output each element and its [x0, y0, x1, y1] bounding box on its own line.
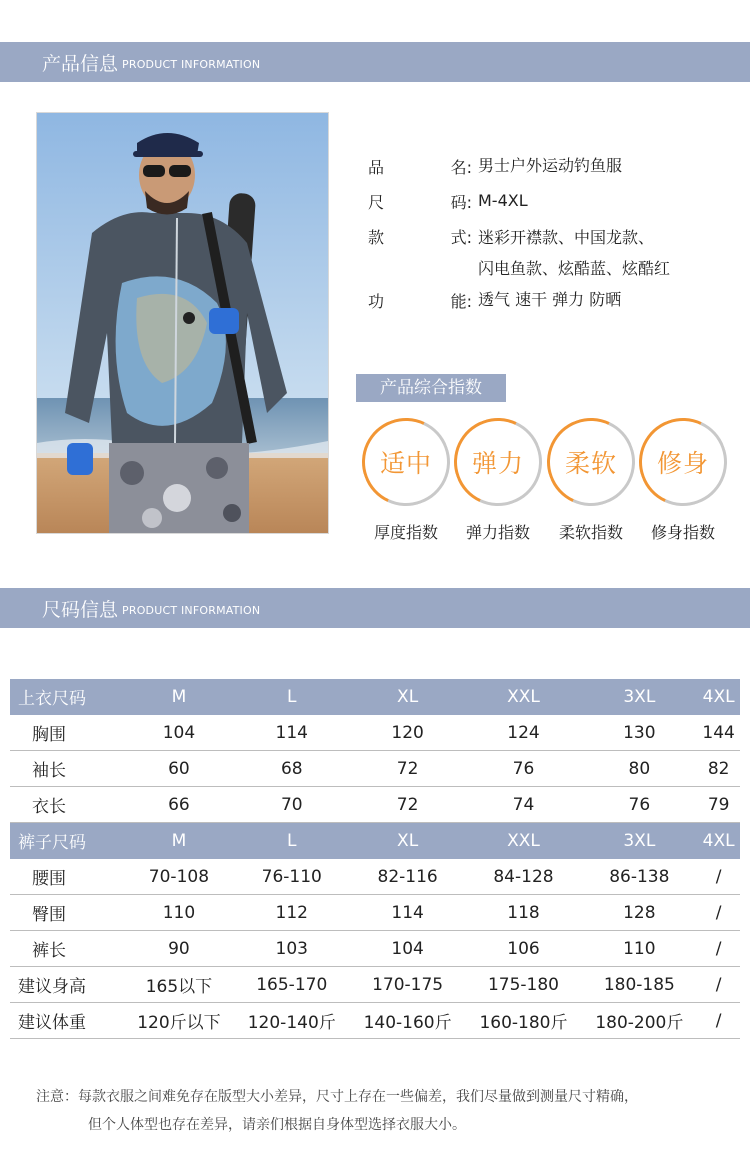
index-label: 弹力指数 — [465, 523, 530, 542]
product-info-title: 产品信息 — [42, 52, 119, 75]
table-cell: XXL — [466, 823, 582, 859]
index-title: 产品综合指数 — [356, 374, 506, 402]
table-cell: XL — [350, 823, 466, 859]
table-cell: 140-160斤 — [350, 1003, 466, 1039]
table-cell: 76 — [466, 751, 582, 787]
table-cell: 144 — [697, 715, 740, 751]
table-row — [10, 715, 740, 751]
index-badge-fit: 修身 — [627, 406, 740, 519]
pants-size-header-row — [10, 823, 740, 859]
product-info-list — [368, 150, 738, 319]
table-cell: 170-175 — [350, 967, 466, 1003]
info-row-name — [368, 150, 738, 185]
table-cell: XL — [350, 679, 466, 715]
info-value: 透气 速干 弹力 防晒 — [478, 290, 622, 309]
table-cell: 160-180斤 — [466, 1003, 582, 1039]
info-row-function — [368, 284, 738, 319]
index-badge-softness: 柔软 — [535, 406, 648, 519]
table-cell: 82-116 — [350, 859, 466, 895]
table-row — [10, 895, 740, 931]
table-cell: 74 — [466, 787, 582, 823]
product-photo-image — [37, 113, 328, 533]
table-cell: 4XL — [697, 823, 740, 859]
product-info-subtitle: PRODUCT INFORMATION — [122, 58, 261, 71]
table-cell: 104 — [350, 931, 466, 967]
table-cell: 165-170 — [234, 967, 350, 1003]
table-cell: M — [124, 823, 234, 859]
table-cell: 80 — [581, 751, 697, 787]
table-cell: / — [697, 931, 740, 967]
table-row — [10, 931, 740, 967]
table-cell: 180-200斤 — [581, 1003, 697, 1039]
table-row — [10, 1003, 740, 1039]
row-label: 裤子尺码 — [10, 823, 124, 859]
table-cell: 60 — [124, 751, 234, 787]
table-cell: 120 — [350, 715, 466, 751]
table-cell: 120斤以下 — [124, 1003, 234, 1039]
table-cell: 110 — [124, 895, 234, 931]
row-label: 建议体重 — [10, 1003, 124, 1039]
table-cell: 114 — [234, 715, 350, 751]
table-cell: L — [234, 823, 350, 859]
table-cell: 68 — [234, 751, 350, 787]
table-cell: 124 — [466, 715, 582, 751]
note-line-1: 注意：每款衣服之间难免存在版型大小差异，尺寸上存在一些偏差，我们尽量做到测量尺寸精确， — [36, 1089, 638, 1105]
index-label: 柔软指数 — [558, 523, 623, 542]
table-cell: 180-185 — [581, 967, 697, 1003]
info-label: 品 名: — [368, 158, 472, 177]
table-cell: M — [124, 679, 234, 715]
table-cell: / — [697, 895, 740, 931]
table-cell: XXL — [466, 679, 582, 715]
table-cell: 114 — [350, 895, 466, 931]
size-table — [10, 679, 740, 1039]
table-cell: L — [234, 679, 350, 715]
row-label: 建议身高 — [10, 967, 124, 1003]
table-cell: / — [697, 1003, 740, 1039]
row-label: 袖长 — [10, 751, 124, 787]
size-info-header — [0, 588, 750, 628]
product-info-header — [0, 42, 750, 82]
table-cell: 76-110 — [234, 859, 350, 895]
table-cell: 118 — [466, 895, 582, 931]
info-row-style — [368, 220, 738, 284]
table-cell: 82 — [697, 751, 740, 787]
table-cell: 104 — [124, 715, 234, 751]
table-cell: 84-128 — [466, 859, 582, 895]
index-badges — [362, 418, 742, 508]
table-cell: 165以下 — [124, 967, 234, 1003]
table-cell: 79 — [697, 787, 740, 823]
info-label: 款 式: — [368, 228, 472, 247]
info-label: 功 能: — [368, 292, 472, 311]
row-label: 腰围 — [10, 859, 124, 895]
info-row-size — [368, 185, 738, 220]
index-label: 修身指数 — [650, 523, 715, 542]
table-cell: / — [697, 967, 740, 1003]
table-cell: 112 — [234, 895, 350, 931]
table-cell: 3XL — [581, 823, 697, 859]
row-label: 上衣尺码 — [10, 679, 124, 715]
table-cell: 86-138 — [581, 859, 697, 895]
info-value: 男士户外运动钓鱼服 — [478, 156, 623, 175]
table-cell: 72 — [350, 751, 466, 787]
index-badge-thickness: 适中 — [350, 406, 463, 519]
table-row — [10, 967, 740, 1003]
table-cell: 66 — [124, 787, 234, 823]
row-label: 胸围 — [10, 715, 124, 751]
note-line-2: 但个人体型也存在差异，请亲们根据自身体型选择衣服大小。 — [88, 1117, 466, 1133]
index-badge-elasticity: 弹力 — [442, 406, 555, 519]
info-value: 迷彩开襟款、中国龙款、 闪电鱼款、炫酷蓝、炫酷红 — [478, 228, 671, 278]
size-info-subtitle: PRODUCT INFORMATION — [122, 604, 261, 617]
table-row — [10, 751, 740, 787]
size-info-title: 尺码信息 — [42, 598, 119, 621]
row-label: 臀围 — [10, 895, 124, 931]
row-label: 裤长 — [10, 931, 124, 967]
info-value: M-4XL — [478, 191, 528, 210]
table-cell: 70 — [234, 787, 350, 823]
table-cell: / — [697, 859, 740, 895]
table-cell: 175-180 — [466, 967, 582, 1003]
table-cell: 90 — [124, 931, 234, 967]
table-cell: 110 — [581, 931, 697, 967]
size-note — [36, 1083, 736, 1139]
table-row — [10, 787, 740, 823]
table-cell: 130 — [581, 715, 697, 751]
product-photo — [36, 112, 329, 534]
top-size-header-row — [10, 679, 740, 715]
table-cell: 103 — [234, 931, 350, 967]
index-labels — [362, 520, 742, 544]
table-cell: 128 — [581, 895, 697, 931]
table-cell: 3XL — [581, 679, 697, 715]
row-label: 衣长 — [10, 787, 124, 823]
table-cell: 72 — [350, 787, 466, 823]
table-cell: 70-108 — [124, 859, 234, 895]
table-row — [10, 859, 740, 895]
table-cell: 76 — [581, 787, 697, 823]
table-cell: 4XL — [697, 679, 740, 715]
index-label: 厚度指数 — [373, 523, 438, 542]
table-cell: 120-140斤 — [234, 1003, 350, 1039]
info-label: 尺 码: — [368, 193, 472, 212]
table-cell: 106 — [466, 931, 582, 967]
